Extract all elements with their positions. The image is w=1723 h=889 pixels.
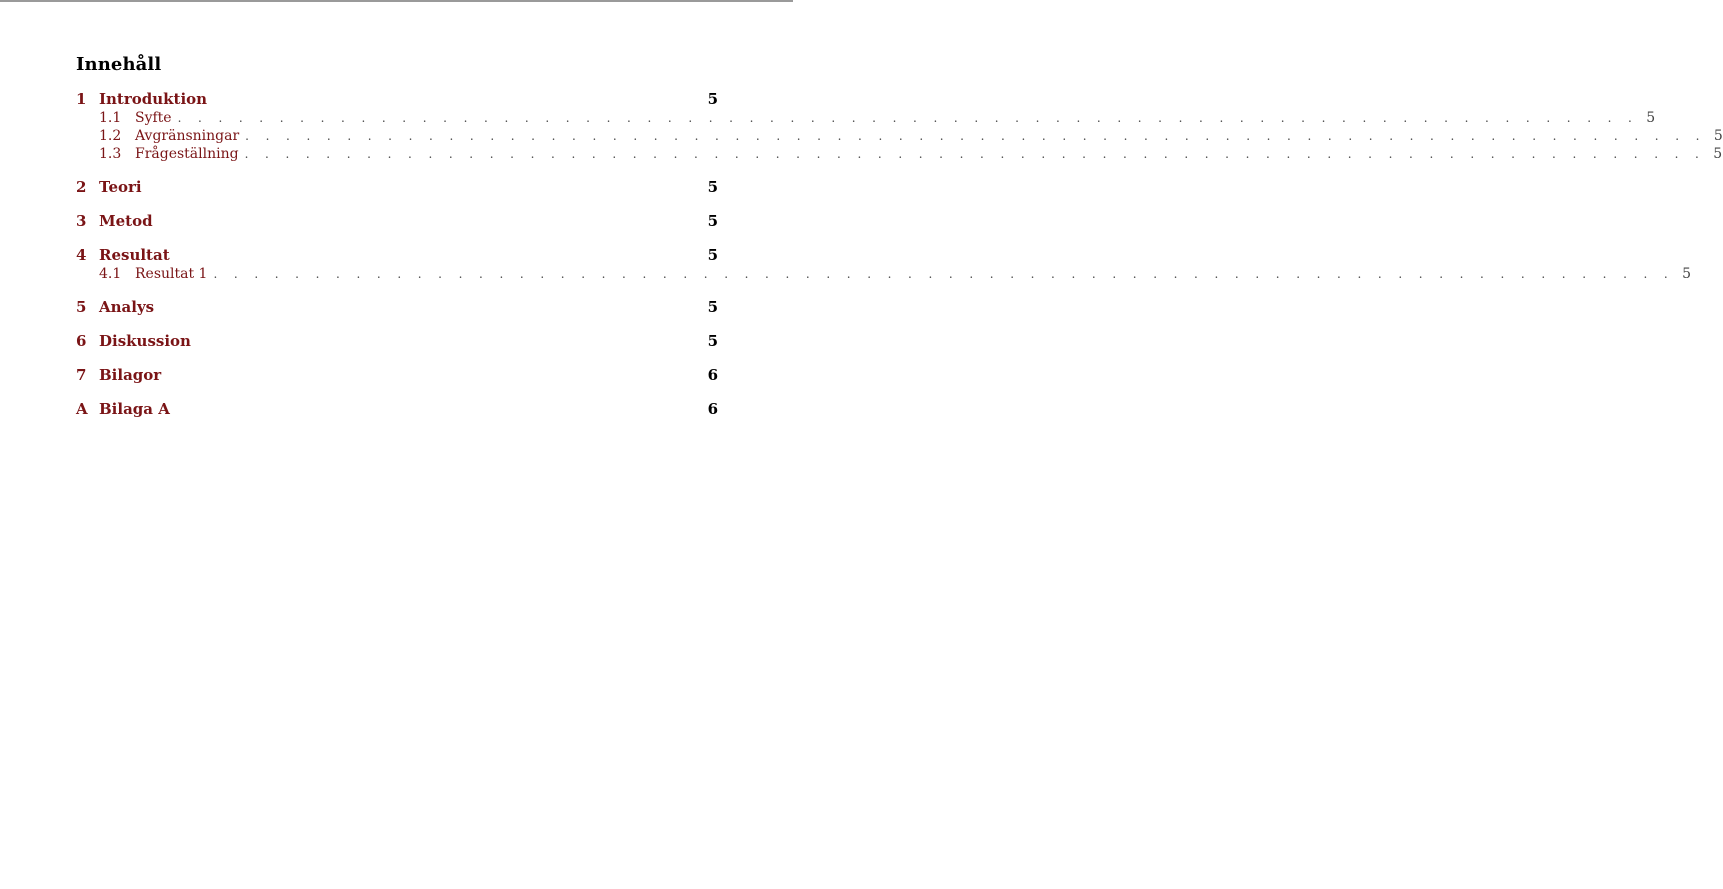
toc-heading: Innehåll xyxy=(76,54,162,75)
toc-section-entry[interactable] xyxy=(76,89,718,109)
subsection-number: 1.2 xyxy=(99,128,122,144)
section-number: 6 xyxy=(76,332,87,350)
toc-section-entry[interactable] xyxy=(76,245,718,265)
toc-subsection-entry[interactable] xyxy=(76,145,1723,163)
toc-section-entry[interactable] xyxy=(76,399,718,419)
toc-subsection-entry[interactable] xyxy=(76,109,1656,127)
toc-section-entry[interactable] xyxy=(76,177,718,197)
document-page xyxy=(76,54,1723,419)
section-page-number: 5 xyxy=(707,90,718,108)
subsection-title-link[interactable]: Avgränsningar xyxy=(135,128,240,144)
section-page-number: 5 xyxy=(707,246,718,264)
subsection-title-link[interactable]: Syfte xyxy=(135,110,172,126)
subsection-number: 4.1 xyxy=(99,266,122,282)
section-title-link[interactable]: Bilagor xyxy=(99,366,162,384)
section-title-link[interactable]: Bilaga A xyxy=(99,400,170,418)
section-title-link[interactable]: Introduktion xyxy=(99,90,208,108)
dot-leader: . . . . . . . . . . . . . . . . . . . . . . . . . . . . . . . . . . . . . . . . . . . . . . . . . . . . . . . . . . . . . . . . . . . . . . . . xyxy=(245,129,1706,143)
page-top-border xyxy=(0,0,793,2)
dot-leader: . . . . . . . . . . . . . . . . . . . . . . . . . . . . . . . . . . . . . . . . . . . . . . . . . . . . . . . . . . . . . . . . . . . . . . . . xyxy=(213,267,1675,281)
section-number: 7 xyxy=(76,366,87,384)
subsection-page-number: 5 xyxy=(1713,146,1723,162)
section-number: 1 xyxy=(76,90,87,108)
section-page-number: 5 xyxy=(707,212,718,230)
toc-section-entry[interactable] xyxy=(76,211,718,231)
subsection-title-link[interactable]: Frågeställning xyxy=(135,146,239,162)
section-title-link[interactable]: Analys xyxy=(99,298,155,316)
section-number: 3 xyxy=(76,212,87,230)
subsection-number: 1.3 xyxy=(99,146,122,162)
dot-leader: . . . . . . . . . . . . . . . . . . . . . . . . . . . . . . . . . . . . . . . . . . . . . . . . . . . . . . . . . . . . . . . . . . . . . . . . xyxy=(244,147,1706,161)
toc-section-entry[interactable] xyxy=(76,365,718,385)
subsection-title-link[interactable]: Resultat 1 xyxy=(135,266,208,282)
section-title-link[interactable]: Teori xyxy=(99,178,142,196)
section-title-link[interactable]: Diskussion xyxy=(99,332,191,350)
section-number: 5 xyxy=(76,298,87,316)
toc-subsection-entry[interactable] xyxy=(76,127,1723,145)
table-of-contents xyxy=(76,89,1723,419)
toc-section-entry[interactable] xyxy=(76,331,718,351)
subsection-page-number: 5 xyxy=(1682,266,1692,282)
section-number: 2 xyxy=(76,178,87,196)
section-page-number: 6 xyxy=(707,400,718,418)
subsection-page-number: 5 xyxy=(1646,110,1656,126)
section-title-link[interactable]: Resultat xyxy=(99,246,170,264)
section-page-number: 5 xyxy=(707,178,718,196)
section-number: A xyxy=(76,400,88,418)
toc-subsection-entry[interactable] xyxy=(76,265,1692,283)
dot-leader: . . . . . . . . . . . . . . . . . . . . . . . . . . . . . . . . . . . . . . . . . . . . . . . . . . . . . . . . . . . . . . . . . . . . . . . . xyxy=(177,111,1639,125)
section-page-number: 5 xyxy=(707,298,718,316)
section-title-link[interactable]: Metod xyxy=(99,212,153,230)
section-number: 4 xyxy=(76,246,87,264)
section-page-number: 5 xyxy=(707,332,718,350)
subsection-page-number: 5 xyxy=(1713,128,1723,144)
section-page-number: 6 xyxy=(707,366,718,384)
subsection-number: 1.1 xyxy=(99,110,122,126)
toc-section-entry[interactable] xyxy=(76,297,718,317)
